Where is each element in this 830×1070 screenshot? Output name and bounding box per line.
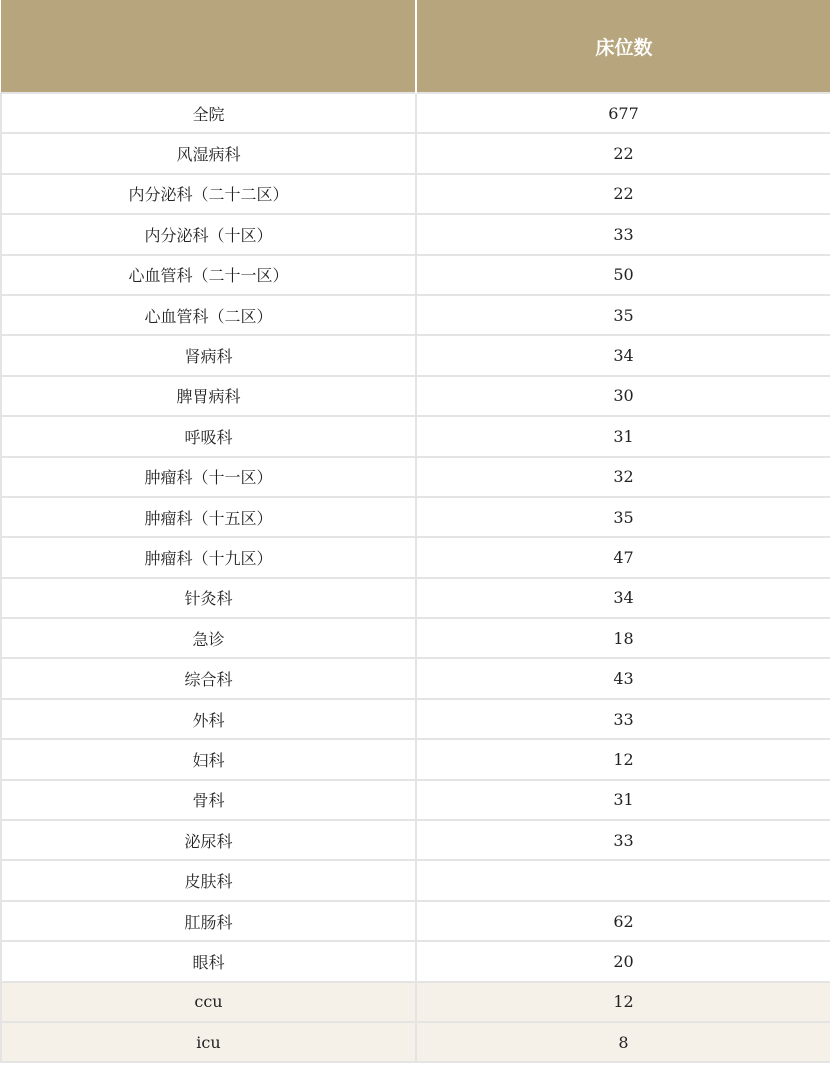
table-row: [1, 618, 830, 658]
department-name: 内分泌科（十区）: [1, 214, 416, 254]
department-name: 心血管科（二十一区）: [1, 255, 416, 295]
table-row: [1, 578, 830, 618]
bed-count: 31: [416, 780, 830, 820]
bed-count: 34: [416, 578, 830, 618]
bed-count: 47: [416, 537, 830, 577]
bed-count: 43: [416, 658, 830, 698]
header-beds: 床位数: [416, 0, 830, 93]
bed-count: 12: [416, 982, 830, 1022]
department-name: 内分泌科（二十二区）: [1, 174, 416, 214]
table-row: [1, 739, 830, 779]
department-name: 肿瘤科（十一区）: [1, 457, 416, 497]
bed-count: 22: [416, 174, 830, 214]
department-name: 全院: [1, 93, 416, 133]
table-row: [1, 941, 830, 981]
table-row: [1, 457, 830, 497]
table-row: [1, 699, 830, 739]
header-department: [1, 0, 416, 93]
bed-count: 50: [416, 255, 830, 295]
department-name: 泌尿科: [1, 820, 416, 860]
bed-count: 35: [416, 497, 830, 537]
department-name: ccu: [1, 982, 416, 1022]
bed-count: 62: [416, 901, 830, 941]
bed-count: 33: [416, 820, 830, 860]
bed-count: 22: [416, 133, 830, 173]
department-name: 外科: [1, 699, 416, 739]
department-name: 肛肠科: [1, 901, 416, 941]
table-row: [1, 982, 830, 1022]
table-row: [1, 214, 830, 254]
table-row: [1, 780, 830, 820]
department-name: 针灸科: [1, 578, 416, 618]
department-name: 肿瘤科（十五区）: [1, 497, 416, 537]
department-name: 肾病科: [1, 335, 416, 375]
department-name: 呼吸科: [1, 416, 416, 456]
bed-count: 33: [416, 214, 830, 254]
table-row: [1, 860, 830, 900]
bed-count: 20: [416, 941, 830, 981]
bed-count: 8: [416, 1022, 830, 1062]
department-name: 心血管科（二区）: [1, 295, 416, 335]
bed-count: [416, 860, 830, 900]
table-header-row: [1, 0, 830, 93]
bed-count: 31: [416, 416, 830, 456]
table-row: [1, 497, 830, 537]
department-name: 脾胃病科: [1, 376, 416, 416]
table-row: [1, 1022, 830, 1062]
table-row: [1, 901, 830, 941]
department-name: icu: [1, 1022, 416, 1062]
table-row: [1, 93, 830, 133]
table-row: [1, 335, 830, 375]
table-row: [1, 658, 830, 698]
department-name: 风湿病科: [1, 133, 416, 173]
table-row: [1, 416, 830, 456]
department-name: 妇科: [1, 739, 416, 779]
bed-count: 30: [416, 376, 830, 416]
bed-count: 34: [416, 335, 830, 375]
department-name: 皮肤科: [1, 860, 416, 900]
table-row: [1, 133, 830, 173]
department-name: 肿瘤科（十九区）: [1, 537, 416, 577]
table-row: [1, 255, 830, 295]
bed-count: 12: [416, 739, 830, 779]
department-name: 骨科: [1, 780, 416, 820]
bed-count: 33: [416, 699, 830, 739]
bed-count: 35: [416, 295, 830, 335]
bed-count: 18: [416, 618, 830, 658]
table-row: [1, 295, 830, 335]
department-name: 眼科: [1, 941, 416, 981]
department-name: 急诊: [1, 618, 416, 658]
bed-count: 32: [416, 457, 830, 497]
table-row: [1, 820, 830, 860]
table-row: [1, 537, 830, 577]
table-row: [1, 174, 830, 214]
department-name: 综合科: [1, 658, 416, 698]
bed-count: 677: [416, 93, 830, 133]
table-row: [1, 376, 830, 416]
